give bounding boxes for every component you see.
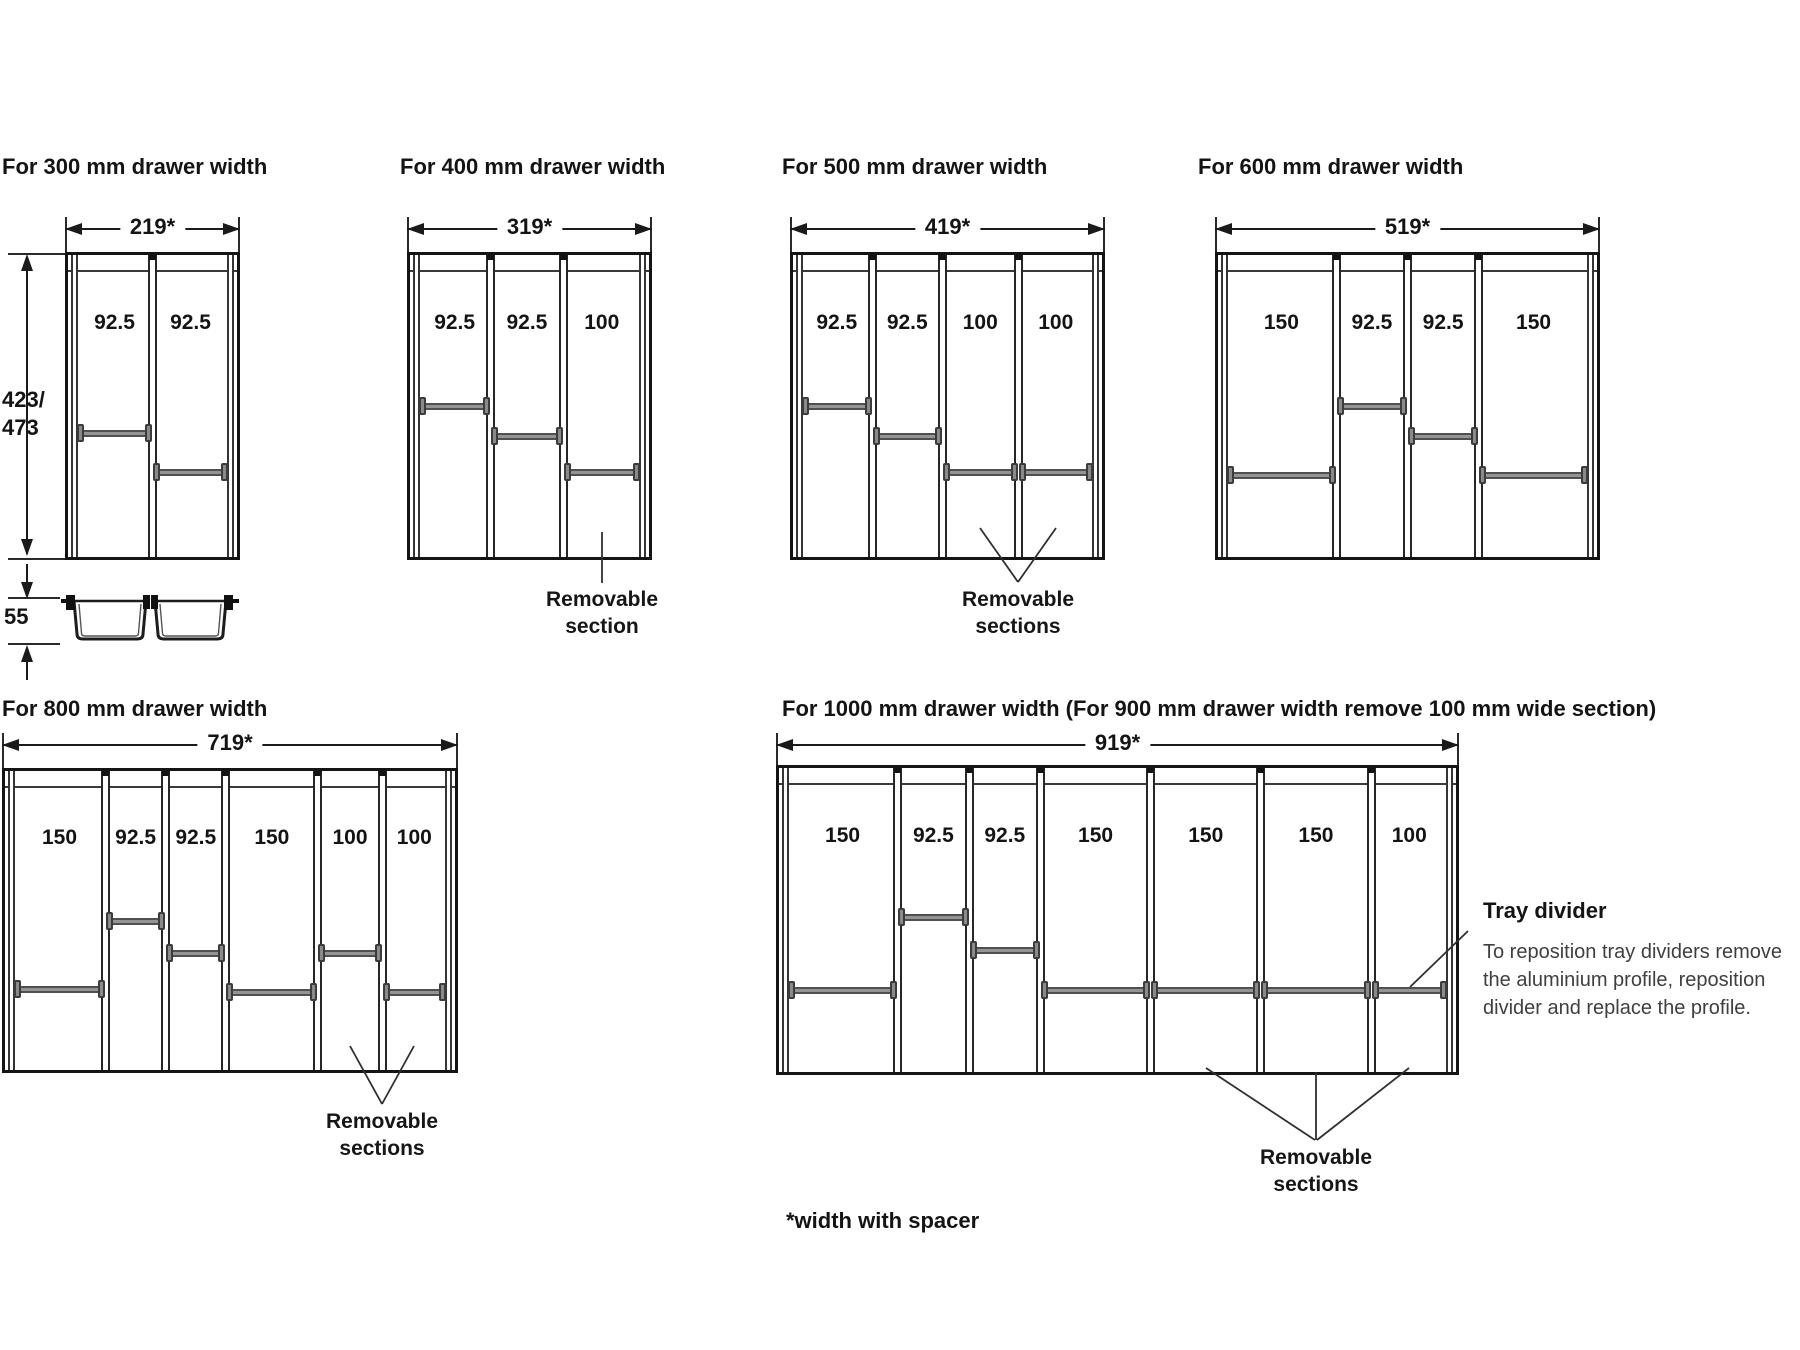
tray-divider-endcap-right-d500-2 [935, 427, 942, 445]
sideview-dim-lower-line [26, 660, 28, 680]
width-dim-arrow-left-d500 [790, 223, 807, 235]
tray-divider-bar-d500-3 [949, 469, 1011, 476]
tray-divider-bar-d400-1 [425, 403, 484, 410]
tray-divider-endcap-left-d800-6 [383, 983, 390, 1001]
section-wall-cap-d1000-3 [1037, 768, 1044, 773]
diagram-title-d400: For 400 mm drawer width [400, 154, 666, 179]
annotation-label-removable-500-line2: sections [975, 615, 1061, 638]
annotation-label-removable-400-line2: section [565, 615, 639, 638]
section-wall-d1000-6 [1367, 768, 1376, 1072]
tray-divider-note-title: Tray divider [1483, 898, 1607, 923]
tray-divider-bar-d800-3 [172, 950, 219, 957]
footnote-width-with-spacer: *width with spacer [786, 1208, 980, 1233]
section-width-label-d300-2: 92.5 [170, 310, 211, 334]
clip-mid-left-icon [143, 595, 150, 609]
tray-divider-endcap-left-d800-5 [318, 944, 325, 962]
tray-divider-endcap-left-d300-2 [153, 463, 160, 481]
width-dim-arrow-right-d1000 [1442, 739, 1459, 751]
annotation-label-removable-800 [326, 1108, 438, 1162]
tray-top-view-d1000 [776, 765, 1459, 1075]
tray-divider-bar-d400-3 [570, 469, 634, 476]
section-width-label-d300-1: 92.5 [94, 310, 135, 334]
height-dim-label [2, 386, 45, 442]
tray-divider-endcap-left-d400-3 [564, 463, 571, 481]
section-width-label-d600-2: 92.5 [1351, 310, 1393, 334]
left-tray-inner-line [79, 604, 141, 636]
section-wall-cap-d500-2 [939, 255, 946, 260]
section-width-label-d1000-6: 150 [1298, 824, 1334, 848]
tray-divider-endcap-right-d1000-2 [962, 908, 969, 926]
annotation-label-removable-500-line1: Removable [961, 588, 1075, 611]
diagram-title-d1000: For 1000 mm drawer width (For 900 mm drawer width remove 100 mm wide section) [782, 696, 1657, 721]
section-width-label-d1000-2: 92.5 [912, 824, 954, 848]
width-dim-arrow-right-d400 [635, 223, 652, 235]
tray-divider-endcap-right-d600-3 [1471, 427, 1478, 445]
tray-divider-endcap-left-d1000-3 [970, 941, 977, 959]
section-width-label-d800-2: 92.5 [115, 826, 157, 850]
section-wall-cap-d1000-6 [1368, 768, 1375, 773]
tray-divider-endcap-left-d800-4 [226, 983, 233, 1001]
tray-divider-endcap-left-d500-1 [802, 397, 809, 415]
tray-divider-endcap-right-d800-2 [158, 912, 165, 930]
height-dim-ext-top [8, 253, 65, 255]
section-wall-d600-3 [1474, 255, 1483, 557]
sideview-dim-arrow-up [21, 645, 33, 662]
clip-left-icon [66, 595, 75, 610]
annotation-label-removable-1000-line1: Removable [1259, 1146, 1373, 1169]
tray-divider-endcap-right-d300-2 [221, 463, 228, 481]
width-dim-arrow-left-d1000 [776, 739, 793, 751]
tray-divider-bar-d800-4 [232, 989, 311, 996]
width-dim-arrow-right-d300 [223, 223, 240, 235]
tray-divider-endcap-right-d1000-6 [1364, 981, 1371, 999]
height-dim-label-line1: 423/ [2, 387, 45, 412]
tray-divider-bar-d1000-3 [976, 947, 1034, 954]
tray-divider-endcap-left-d500-4 [1019, 463, 1026, 481]
tray-divider-endcap-right-d1000-7 [1440, 981, 1447, 999]
tray-divider-bar-d800-5 [324, 950, 375, 957]
section-wall-d1000-5 [1256, 768, 1265, 1072]
tray-divider-endcap-right-d500-3 [1011, 463, 1018, 481]
diagram-title-d300: For 300 mm drawer width [2, 154, 268, 179]
section-wall-cap-d800-4 [314, 771, 321, 776]
diagram-title-d800: For 800 mm drawer width [2, 696, 268, 721]
section-width-label-d800-6: 100 [396, 826, 432, 850]
sideview-height-label: 55 [4, 604, 29, 629]
section-width-label-d500-1: 92.5 [816, 310, 858, 334]
section-wall-d800-5 [378, 771, 387, 1070]
right-spacer-profile-d400 [639, 255, 646, 557]
section-wall-cap-d800-1 [102, 771, 109, 776]
tray-divider-endcap-right-d1000-5 [1253, 981, 1260, 999]
pointer-line-removable-1000-1 [1206, 1068, 1315, 1140]
section-wall-cap-d1000-4 [1147, 768, 1154, 773]
section-wall-cap-d400-1 [487, 255, 494, 260]
section-width-label-d800-3: 92.5 [175, 826, 217, 850]
section-wall-d800-4 [313, 771, 322, 1070]
left-spacer-profile-d600 [1221, 255, 1228, 557]
clip-left-nub-icon [61, 599, 67, 603]
left-spacer-profile-d800 [8, 771, 15, 1070]
tray-divider-bar-d1000-2 [904, 914, 962, 921]
tray-divider-endcap-left-d800-1 [14, 980, 21, 998]
tray-divider-endcap-left-d300-1 [77, 424, 84, 442]
section-wall-cap-d800-2 [162, 771, 169, 776]
tray-divider-endcap-right-d1000-3 [1033, 941, 1040, 959]
right-spacer-profile-d600 [1587, 255, 1594, 557]
section-width-label-d1000-1: 150 [825, 824, 861, 848]
right-spacer-profile-d500 [1092, 255, 1099, 557]
section-wall-d800-3 [221, 771, 230, 1070]
tray-divider-bar-d300-2 [159, 469, 222, 476]
width-dim-arrow-left-d600 [1215, 223, 1232, 235]
width-dim-arrow-right-d600 [1583, 223, 1600, 235]
width-dim-arrow-left-d400 [407, 223, 424, 235]
left-tray-outline [74, 601, 146, 639]
height-dim-label-line2: 473 [2, 415, 39, 440]
tray-divider-endcap-right-d400-1 [483, 397, 490, 415]
section-wall-cap-d800-5 [379, 771, 386, 776]
tray-divider-endcap-left-d1000-4 [1041, 981, 1048, 999]
section-wall-cap-d1000-5 [1257, 768, 1264, 773]
section-width-label-d1000-3: 92.5 [984, 824, 1026, 848]
tray-divider-endcap-right-d600-4 [1581, 466, 1588, 484]
section-width-label-d600-1: 150 [1263, 310, 1299, 334]
tray-divider-note-body: To reposition tray dividers remove the aluminium profile, reposition divider and replace the profile. [1483, 941, 1783, 1019]
annotation-label-removable-1000-line2: sections [1273, 1173, 1359, 1196]
sideview-dim-ext-bottom [8, 643, 60, 645]
section-width-label-d800-5: 100 [332, 826, 368, 850]
width-dim-arrow-right-d800 [441, 739, 458, 751]
section-width-label-d400-2: 92.5 [506, 310, 548, 334]
right-tray-inner-line [160, 604, 221, 636]
right-spacer-profile-d1000 [1446, 768, 1453, 1072]
tray-divider-bar-d1000-7 [1378, 987, 1441, 994]
tray-divider-endcap-left-d1000-5 [1151, 981, 1158, 999]
tray-divider-endcap-right-d800-1 [98, 980, 105, 998]
tray-divider-bar-d800-2 [112, 918, 159, 925]
tray-divider-endcap-left-d500-3 [943, 463, 950, 481]
tray-divider-endcap-right-d600-2 [1400, 397, 1407, 415]
tray-divider-endcap-left-d1000-1 [788, 981, 795, 999]
annotation-label-removable-400-line1: Removable [545, 588, 659, 611]
tray-divider-bar-d1000-6 [1267, 987, 1364, 994]
tray-divider-endcap-left-d1000-7 [1372, 981, 1379, 999]
section-wall-d500-2 [938, 255, 947, 557]
annotation-label-removable-800-line1: Removable [325, 1110, 439, 1133]
right-spacer-profile-d800 [445, 771, 452, 1070]
tray-divider-endcap-left-d1000-2 [898, 908, 905, 926]
width-dim-label-d1000: 919* [1085, 730, 1150, 756]
tray-top-rail-d1000 [779, 783, 1456, 785]
tray-divider-bar-d800-1 [20, 986, 99, 993]
width-dim-arrow-right-d500 [1088, 223, 1105, 235]
diagram-title-d600: For 600 mm drawer width [1198, 154, 1464, 179]
section-width-label-d600-4: 150 [1516, 310, 1552, 334]
diagram-title-d500: For 500 mm drawer width [782, 154, 1048, 179]
section-width-label-d1000-7: 100 [1391, 824, 1427, 848]
section-wall-cap-d600-3 [1475, 255, 1482, 260]
section-wall-d1000-4 [1146, 768, 1155, 1072]
annotation-label-removable-1000 [1260, 1144, 1372, 1198]
clip-mid-right-icon [151, 595, 158, 609]
pointer-line-removable-1000-3 [1317, 1068, 1409, 1140]
section-width-label-d800-1: 150 [41, 826, 78, 850]
sideview-dim-arrow-down [21, 582, 33, 599]
tray-divider-bar-d500-2 [879, 433, 937, 440]
tray-divider-endcap-right-d400-3 [633, 463, 640, 481]
tray-top-rail-d500 [793, 270, 1102, 272]
height-dim-arrow-down [21, 539, 33, 556]
section-width-label-d500-2: 92.5 [886, 310, 928, 334]
tray-top-view-d800 [2, 768, 458, 1073]
right-tray-outline [155, 601, 226, 639]
tray-divider-bar-d400-2 [497, 433, 556, 440]
tray-divider-bar-d500-4 [1025, 469, 1087, 476]
tray-divider-bar-d300-1 [83, 430, 146, 437]
section-width-label-d400-1: 92.5 [434, 310, 476, 334]
section-wall-cap-d1000-1 [894, 768, 901, 773]
width-dim-arrow-left-d800 [2, 739, 19, 751]
section-wall-cap-d400-2 [560, 255, 567, 260]
width-dim-label-d600: 519* [1375, 214, 1440, 240]
sideview-dim-ext-top [8, 597, 60, 599]
width-dim-label-d400: 319* [497, 214, 562, 240]
tray-cross-section-drawing [58, 592, 243, 652]
section-wall-cap-d500-3 [1015, 255, 1022, 260]
tray-top-view-d600 [1215, 252, 1600, 560]
tray-divider-bar-d500-1 [808, 403, 866, 410]
section-wall-d300-1 [148, 255, 157, 557]
tray-divider-endcap-right-d500-1 [865, 397, 872, 415]
tray-divider-endcap-right-d1000-4 [1143, 981, 1150, 999]
tray-divider-bar-d600-3 [1414, 433, 1472, 440]
left-spacer-profile-d300 [71, 255, 78, 557]
section-wall-d1000-3 [1036, 768, 1045, 1072]
section-wall-cap-d300-1 [149, 255, 156, 260]
section-width-label-d500-3: 100 [962, 310, 998, 334]
section-wall-d500-3 [1014, 255, 1023, 557]
tray-divider-bar-d1000-5 [1157, 987, 1254, 994]
left-spacer-profile-d1000 [782, 768, 789, 1072]
section-width-label-d600-3: 92.5 [1422, 310, 1464, 334]
mounting-clip-icons [61, 595, 239, 610]
tray-divider-endcap-right-d500-4 [1086, 463, 1093, 481]
tray-divider-endcap-right-d300-1 [145, 424, 152, 442]
section-wall-cap-d600-1 [1333, 255, 1340, 260]
tray-top-view-d500 [790, 252, 1105, 560]
tray-divider-endcap-right-d800-3 [218, 944, 225, 962]
tray-divider-endcap-left-d500-2 [873, 427, 880, 445]
width-dim-arrow-left-d300 [65, 223, 82, 235]
height-dim-ext-bottom [8, 558, 65, 560]
tray-top-view-d300 [65, 252, 240, 560]
tray-divider-bar-d600-1 [1233, 472, 1330, 479]
section-wall-d400-2 [559, 255, 568, 557]
tray-divider-bar-d600-4 [1485, 472, 1582, 479]
section-width-label-d800-4: 150 [254, 826, 290, 850]
clip-right-icon [224, 595, 233, 610]
width-dim-label-d800: 719* [197, 730, 262, 756]
width-dim-label-d500: 419* [915, 214, 980, 240]
tray-divider-endcap-left-d600-4 [1479, 466, 1486, 484]
tray-divider-endcap-right-d800-4 [310, 983, 317, 1001]
section-width-label-d1000-4: 150 [1078, 824, 1114, 848]
tray-divider-bar-d800-6 [389, 989, 440, 996]
width-dim-label-d300: 219* [120, 214, 185, 240]
tray-divider-endcap-left-d600-2 [1337, 397, 1344, 415]
tray-divider-endcap-right-d1000-1 [890, 981, 897, 999]
tray-top-view-d400 [407, 252, 652, 560]
tray-divider-bar-d600-2 [1343, 403, 1401, 410]
tray-divider-bar-d1000-1 [794, 987, 891, 994]
tray-divider-endcap-right-d800-6 [439, 983, 446, 1001]
annotation-label-removable-800-line2: sections [339, 1137, 425, 1160]
section-wall-cap-d800-3 [222, 771, 229, 776]
clip-right-nub-icon [233, 599, 239, 603]
tray-divider-endcap-left-d600-1 [1227, 466, 1234, 484]
height-dim-arrow-up [21, 254, 33, 271]
tray-divider-note [1483, 898, 1800, 1022]
annotation-label-removable-400 [546, 586, 658, 640]
tray-divider-endcap-right-d600-1 [1329, 466, 1336, 484]
tray-divider-endcap-right-d400-2 [556, 427, 563, 445]
tray-top-rail-d400 [410, 270, 649, 272]
tray-divider-endcap-left-d1000-6 [1261, 981, 1268, 999]
section-wall-cap-d500-1 [869, 255, 876, 260]
annotation-label-removable-500 [962, 586, 1074, 640]
right-spacer-profile-d300 [227, 255, 234, 557]
tray-divider-endcap-left-d400-2 [491, 427, 498, 445]
section-wall-cap-d1000-2 [966, 768, 973, 773]
section-width-label-d1000-5: 150 [1188, 824, 1224, 848]
tray-divider-endcap-left-d800-3 [166, 944, 173, 962]
tray-divider-endcap-left-d600-3 [1408, 427, 1415, 445]
sideview-dim-upper-line [26, 564, 28, 584]
tray-divider-endcap-left-d800-2 [106, 912, 113, 930]
section-wall-cap-d600-2 [1404, 255, 1411, 260]
section-width-label-d400-3: 100 [584, 310, 620, 334]
section-width-label-d500-4: 100 [1038, 310, 1074, 334]
tray-divider-bar-d1000-4 [1047, 987, 1144, 994]
tray-divider-endcap-left-d400-1 [419, 397, 426, 415]
tray-divider-endcap-right-d800-5 [375, 944, 382, 962]
